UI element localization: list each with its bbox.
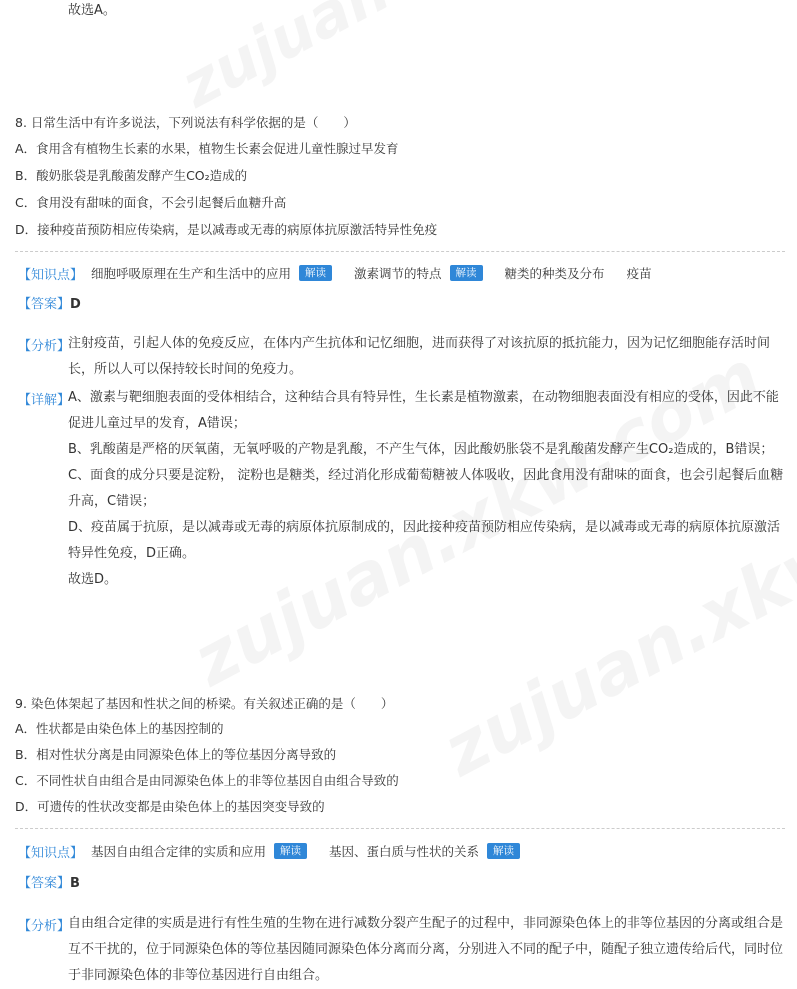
question-9-option-a: A．性状都是由染色体上的基因控制的	[15, 721, 224, 736]
analysis-line: 注射疫苗，引起人体的免疫反应，在体内产生抗体和记忆细胞，进而获得了对该抗原的抵抗能力，因为记忆细胞能存活时间	[68, 336, 771, 351]
detail-line: C、面食的成分只要是淀粉， 淀粉也是糖类，经过消化形成葡萄糖被人体吸收，因此食用没有甜味的面食，也会引起餐后血糖	[68, 468, 784, 483]
previous-conclusion: 故选A。	[68, 3, 116, 18]
detail-line: B、乳酸菌是严格的厌氧菌，无氧呼吸的产物是乳酸，不产生气体，因此酸奶胀袋不是乳酸菌发酵产生CO₂造成的，B错误；	[68, 442, 774, 457]
question-8-stem: 8. 日常生活中有许多说法，下列说法有科学依据的是（ ）	[15, 115, 356, 130]
question-8-option-d: D．接种疫苗预防相应传染病，是以减毒或无毒的病原体抗原激活特异性免疫	[15, 222, 438, 237]
analysis-line: 长，所以人可以保持较长时间的免疫力。	[68, 362, 303, 377]
answer-tag: 【答案】	[18, 297, 71, 312]
analysis-tag: 【分析】	[18, 339, 71, 354]
analysis-line: 于非同源染色体的非等位基因进行自由组合。	[68, 968, 329, 983]
question-9-option-d: D．可遗传的性状改变都是由染色体上的基因突变导致的	[15, 799, 325, 814]
knowledge-point-tag: 【知识点】	[18, 845, 84, 861]
question-8-analysis	[68, 331, 770, 383]
watermark	[170, 0, 401, 122]
knowledge-point-link[interactable]: 基因、蛋白质与性状的关系	[329, 844, 480, 859]
answer-value: D	[70, 297, 81, 312]
question-8-option-a: A．食用含有植物生长素的水果，植物生长素会促进儿童性腺过早发育	[15, 141, 399, 156]
answer-value: B	[70, 876, 80, 891]
answer-tag: 【答案】	[18, 876, 71, 891]
interpret-badge[interactable]: 解读	[450, 265, 483, 281]
question-9-option-c: C．不同性状自由组合是由同源染色体上的非等位基因自由组合导致的	[15, 773, 399, 788]
question-8-detail	[68, 385, 783, 593]
detail-line: 特异性免疫，D正确。	[68, 546, 196, 561]
detail-line: 故选D。	[68, 572, 118, 587]
detail-line: 升高，C错误；	[68, 494, 156, 509]
detail-line: 促进儿童过早的发育，A错误；	[68, 416, 246, 431]
question-9-analysis	[68, 911, 783, 989]
detail-line: A、激素与靶细胞表面的受体相结合，这种结合具有特异性，生长素是植物激素，在动物细胞表面没有相应的受体，因此不能	[68, 390, 779, 405]
question-8-option-b: B．酸奶胀袋是乳酸菌发酵产生CO₂造成的	[15, 168, 248, 183]
detail-tag: 【详解】	[18, 393, 71, 408]
question-8-option-c: C．食用没有甜味的面食，不会引起餐后血糖升高	[15, 195, 287, 210]
question-8-knowledge-points	[18, 263, 674, 283]
question-9-stem: 9. 染色体架起了基因和性状之间的桥梁。有关叙述正确的是（ ）	[15, 696, 394, 711]
detail-line: D、疫苗属于抗原，是以减毒或无毒的病原体抗原制成的，因此接种疫苗预防相应传染病，是以减毒或无毒的病原体抗原激活	[68, 520, 781, 535]
interpret-badge[interactable]: 解读	[274, 843, 307, 859]
knowledge-point-link[interactable]: 激素调节的特点	[354, 266, 442, 281]
question-9-option-b: B．相对性状分离是由同源染色体上的等位基因分离导致的	[15, 747, 337, 762]
knowledge-point-link[interactable]: 糖类的种类及分布	[504, 266, 605, 281]
knowledge-point-link[interactable]: 疫苗	[626, 266, 652, 281]
analysis-line: 自由组合定律的实质是进行有性生殖的生物在进行减数分裂产生配子的过程中，非同源染色体上的非等位基因的分离或组合是	[68, 916, 784, 931]
analysis-line: 互不干扰的，位于同源染色体的等位基因随同源染色体分离而分离，分别进入不同的配子中，随配子独立遗传给后代，同时位	[68, 942, 784, 957]
divider	[15, 251, 785, 252]
knowledge-point-tag: 【知识点】	[18, 267, 84, 283]
knowledge-point-link[interactable]: 细胞呼吸原理在生产和生活中的应用	[91, 266, 292, 281]
question-8-answer	[18, 293, 81, 312]
question-9-knowledge-points	[18, 841, 542, 861]
divider	[15, 828, 785, 829]
knowledge-point-link[interactable]: 基因自由组合定律的实质和应用	[91, 844, 267, 859]
question-9-answer	[18, 872, 80, 891]
analysis-tag: 【分析】	[18, 919, 71, 934]
interpret-badge[interactable]: 解读	[487, 843, 520, 859]
interpret-badge[interactable]: 解读	[299, 265, 332, 281]
